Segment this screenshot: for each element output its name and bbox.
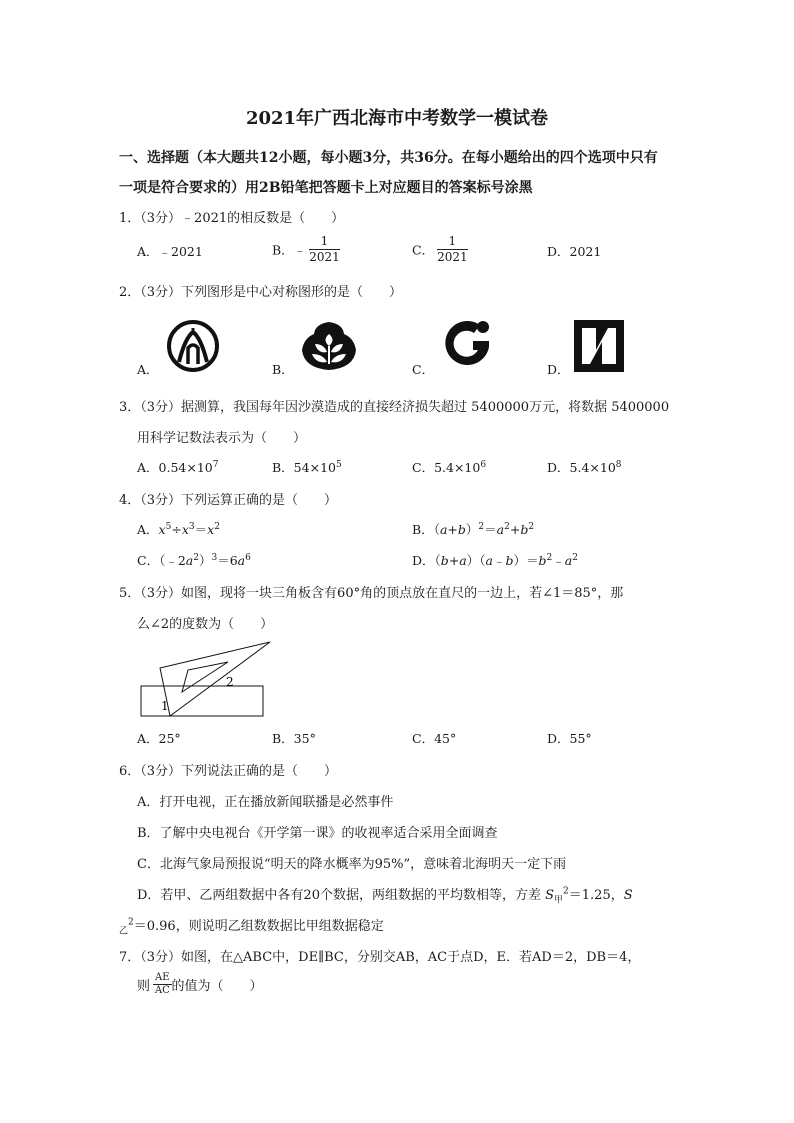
q3-option-d: D．$5.4\times 10^8$ <box>547 459 622 475</box>
logo-a-icon <box>164 318 222 374</box>
logo-c-icon <box>440 317 494 371</box>
q2-option-b: B． <box>272 362 294 377</box>
q6-option-c: C．北海气象局预报说“明天的降水概率为95%”，意味着北海明天一定下雨 <box>137 857 567 872</box>
figure-angle-1-label: 1 <box>161 699 169 713</box>
q4-option-b: B．$(a+b)^2=a^2+b^2$ <box>412 521 535 537</box>
q3-option-c: C．$5.4\times 10^6$ <box>412 459 487 475</box>
question-6-stem: 6．（3分）下列说法正确的是（ ） <box>119 764 338 779</box>
ruler-triangle-figure <box>138 638 274 720</box>
question-5-stem-line2: 么∠2的度数为（ ） <box>137 617 274 632</box>
question-3-stem-line1: 3．（3分）据测算，我国每年因沙漠造成的直接经济损失超过 5400000万元，将数据 5400000 <box>119 400 670 415</box>
q3-option-b: B．$54\times 10^5$ <box>272 459 342 475</box>
page-title: 2021年广西北海市中考数学一模试卷 <box>245 108 549 129</box>
q3-option-a: A．$0.54\times 10^7$ <box>137 459 219 475</box>
q4-option-a: A．$x^5\div x^3=x^2$ <box>137 521 220 537</box>
q5-option-a: A．25° <box>137 731 181 746</box>
q2-option-a: A． <box>137 362 159 377</box>
question-2-stem: 2．（3分）下列图形是中心对称图形的是（ ） <box>119 285 403 300</box>
q1-option-a: A．﹣2021 <box>137 244 203 259</box>
q6-option-a: A．打开电视，正在播放新闻联播是必然事件 <box>137 795 394 810</box>
question-7-stem: 7．（3分）如图，在△ABC中，DE∥BC，分别交AB，AC于点D，E．若AD＝2，DB＝4， <box>119 950 641 965</box>
question-1-stem: 1．（3分）﹣2021的相反数是（ ） <box>119 211 345 226</box>
q5-option-c: C．45° <box>412 731 457 746</box>
q6-option-b: B．了解中央电视台《开学第一课》的收视率适合采用全面调查 <box>137 826 498 841</box>
q1-option-c: C． $\frac{1}{2021}$ <box>412 234 468 264</box>
q5-option-b: B．35° <box>272 731 316 746</box>
q2-option-c: C． <box>412 362 435 377</box>
q1-option-b: B．﹣ $\frac{1}{2021}$ <box>272 234 340 264</box>
question-3-stem-line2: 用科学记数法表示为（ ） <box>137 431 307 446</box>
q5-option-d: D．55° <box>547 731 592 746</box>
logo-d-icon <box>574 320 624 372</box>
question-7-line2: 则 $\frac{AE}{AC}$ 的值为（ ） <box>137 972 263 996</box>
q4-option-d: D．$(b+a)(a﹣b)=b^2﹣a^2$ <box>412 552 578 568</box>
question-5-stem-line1: 5．（3分）如图，现将一块三角板含有60°角的顶点放在直尺的一边上，若∠1＝85°，那 <box>119 586 624 601</box>
section-heading-line2: 一项是符合要求的）用2B铅笔把答题卡上对应题目的答案标号涂黑 <box>119 180 533 196</box>
q2-option-d: D． <box>547 362 570 377</box>
logo-b-icon <box>298 318 360 374</box>
figure-angle-2-label: 2 <box>226 675 234 689</box>
section-heading-line1: 一、选择题（本大题共12小题，每小题3分，共36分。在每小题给出的四个选项中只有 <box>119 150 658 166</box>
question-4-stem: 4．（3分）下列运算正确的是（ ） <box>119 493 338 508</box>
q6-option-d-line2: $_乙^2$＝0.96，则说明乙组数数据比甲组数据稳定 <box>119 917 384 937</box>
q6-option-d-line1: D．若甲、乙两组数据中各有20个数据，两组数据的平均数相等，方差 $S_甲^2=1.25$，S <box>137 886 633 906</box>
q1-option-d: D．2021 <box>547 244 602 259</box>
q4-option-c: C．$(﹣2a^2)^3=6a^6$ <box>137 552 251 568</box>
